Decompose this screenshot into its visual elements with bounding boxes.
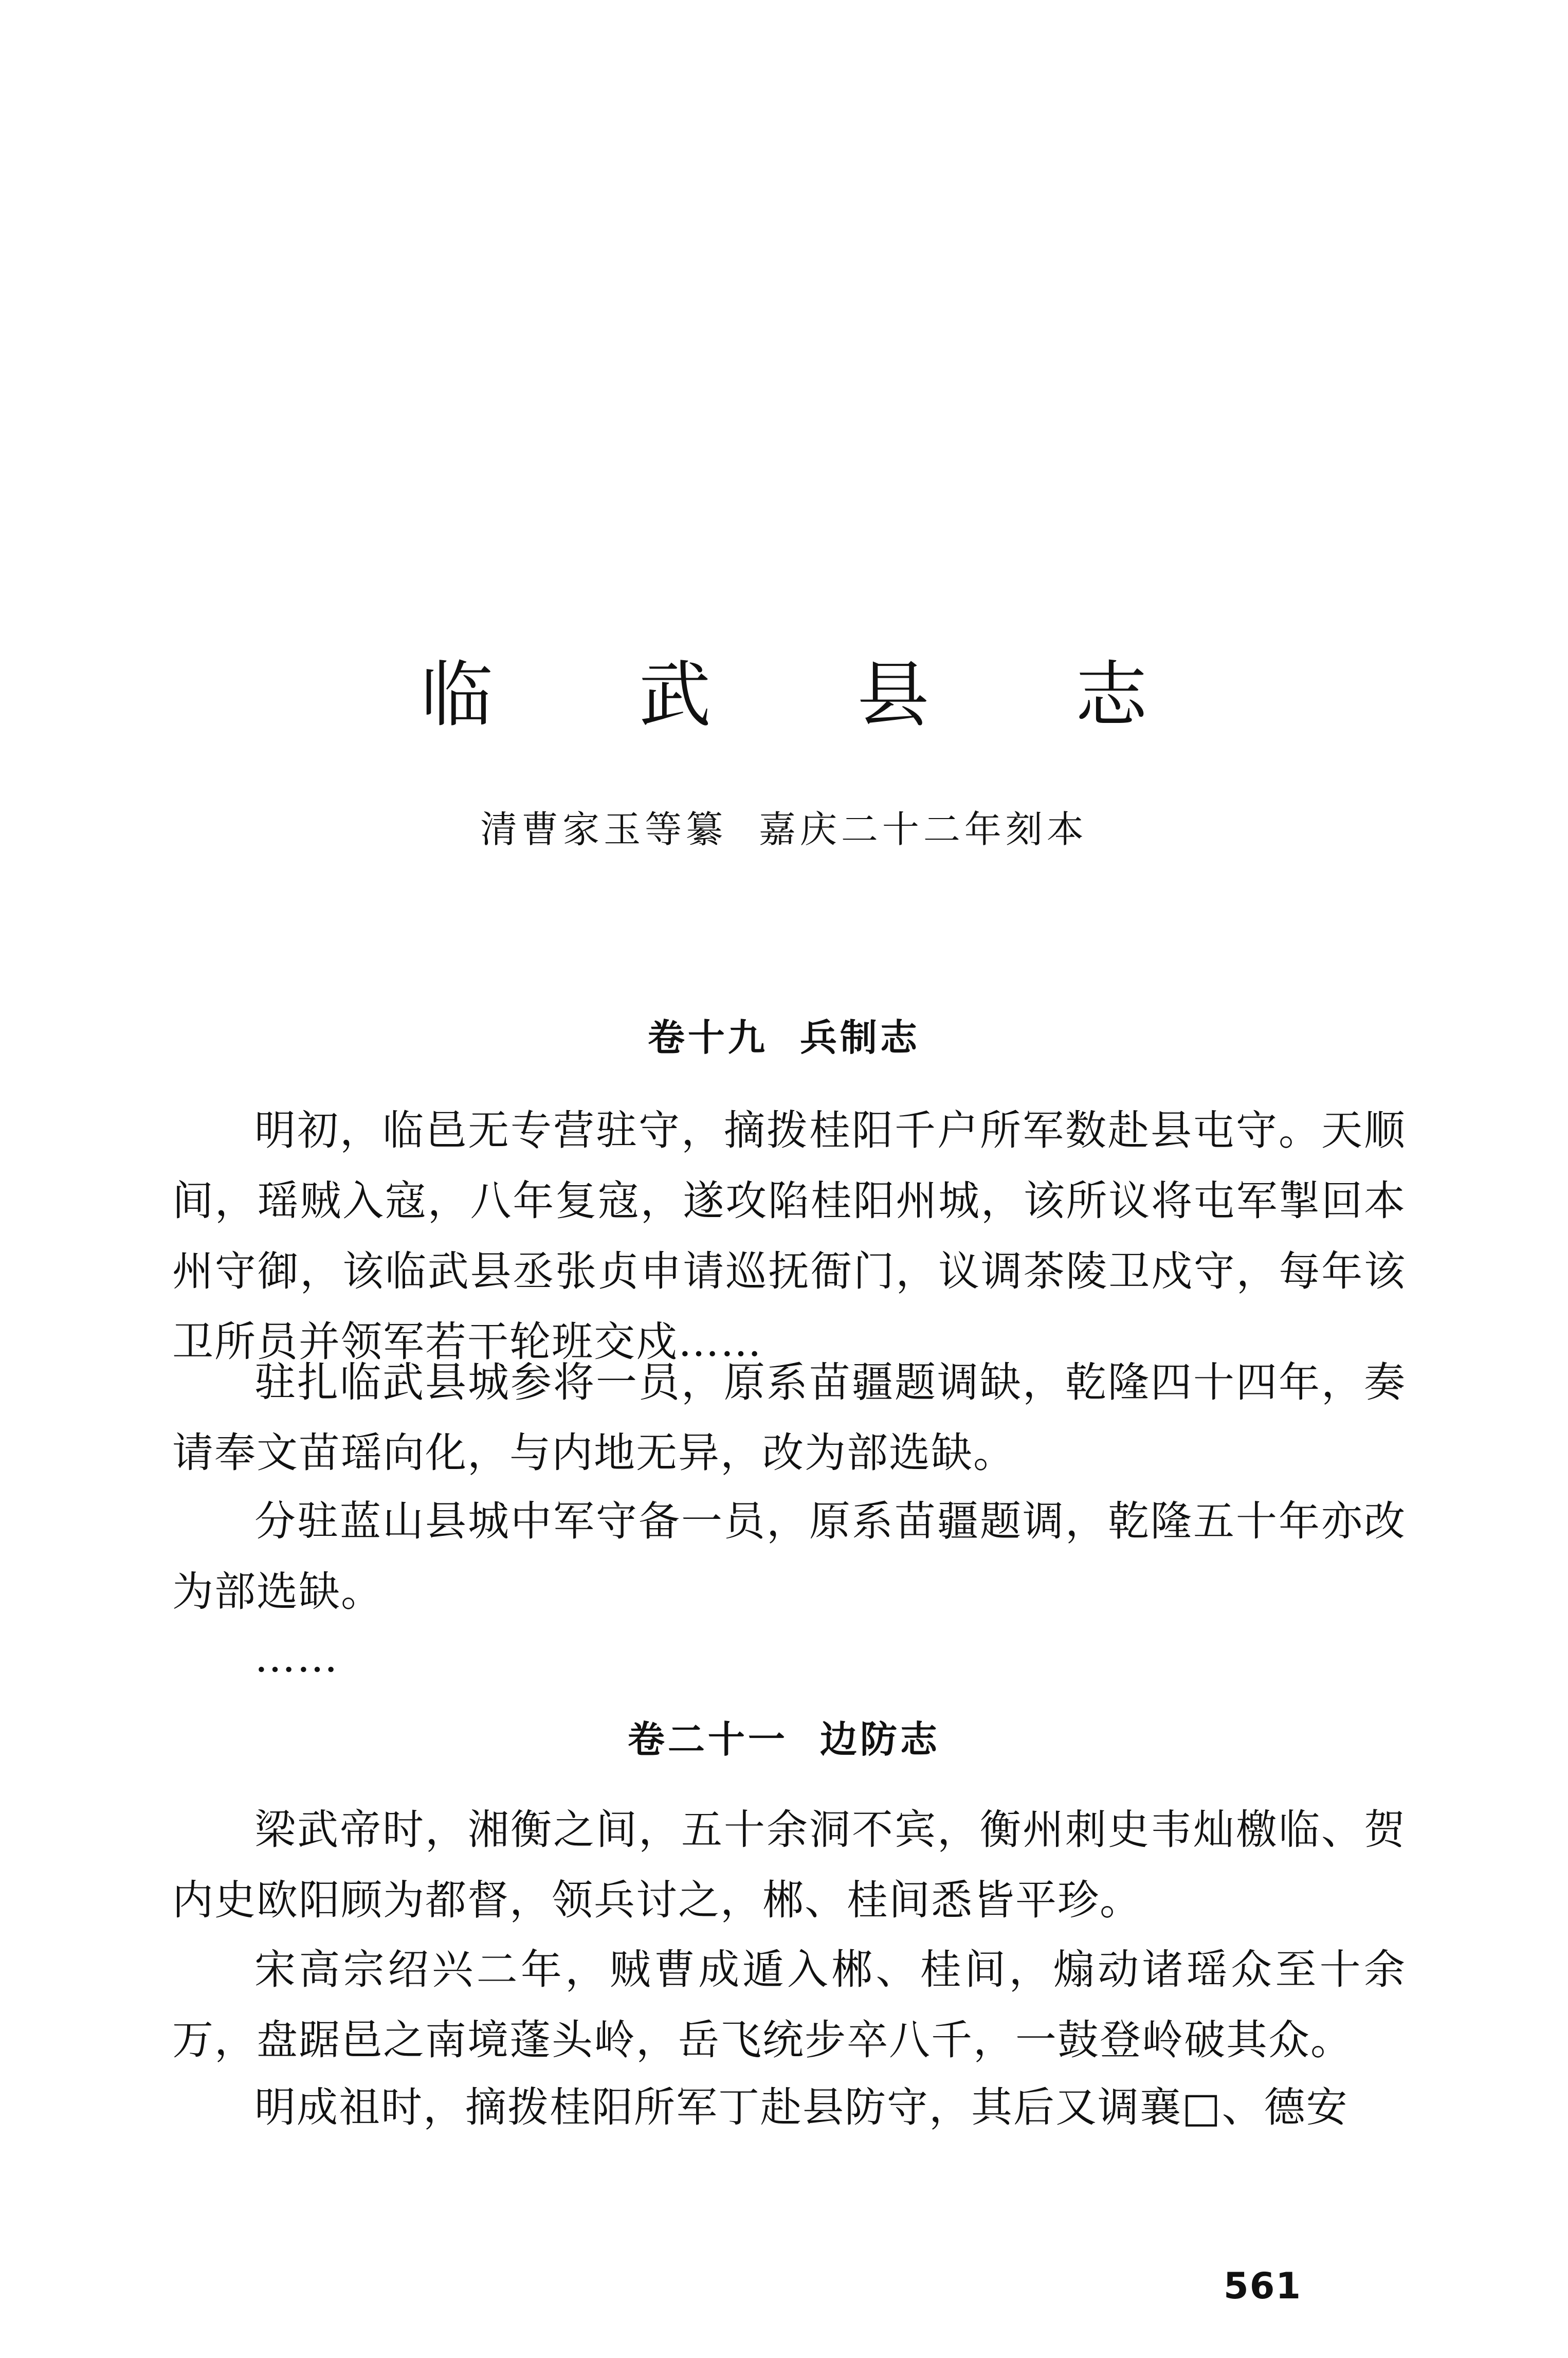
- paragraph: 明成祖时，摘拨桂阳所军丁赴县防守，其后又调襄□、德安: [254, 2083, 1348, 2131]
- page-number: 561: [1224, 2265, 1302, 2307]
- paragraph: 梁武帝时，湘衡之间，五十余洞不宾，衡州刺史韦灿檄临、贺内史欧阳顾为都督，领兵讨之，郴、桂间悉皆平珍。: [172, 1806, 1406, 1924]
- paragraph: 驻扎临武县城参将一员，原系苗疆题调缺，乾隆四十四年，奏请奉文苗瑶向化，与内地无异，改为部选缺。: [172, 1358, 1406, 1477]
- book-meta: 清曹家玉等纂 嘉庆二十二年刻本: [480, 808, 1088, 851]
- ellipsis-paragraph: ……: [254, 1634, 339, 1681]
- section-heading: 卷二十一 边防志: [627, 1718, 941, 1761]
- book-title: 临 武 县 志: [421, 654, 1209, 737]
- paragraph: 明初，临邑无专营驻守，摘拨桂阳千户所军数赴县屯守。天顺间，瑶贼入寇，八年复寇，遂攻陷桂阳州城，该所议将屯军掣回本州守御，该临武县丞张贞申请巡抚衙门，议调茶陵卫戍守，每年该卫所员并领军若干轮班交戍……: [172, 1107, 1406, 1366]
- paragraph: 分驻蓝山县城中军守备一员，原系苗疆题调，乾隆五十年亦改为部选缺。: [172, 1497, 1406, 1616]
- paragraph: 宋高宗绍兴二年，贼曹成遁入郴、桂间，煽动诸瑶众至十余万，盘踞邑之南境蓬头岭，岳飞统步卒八千，一鼓登岭破其众。: [172, 1946, 1406, 2064]
- section-heading: 卷十九 兵制志: [647, 1016, 921, 1059]
